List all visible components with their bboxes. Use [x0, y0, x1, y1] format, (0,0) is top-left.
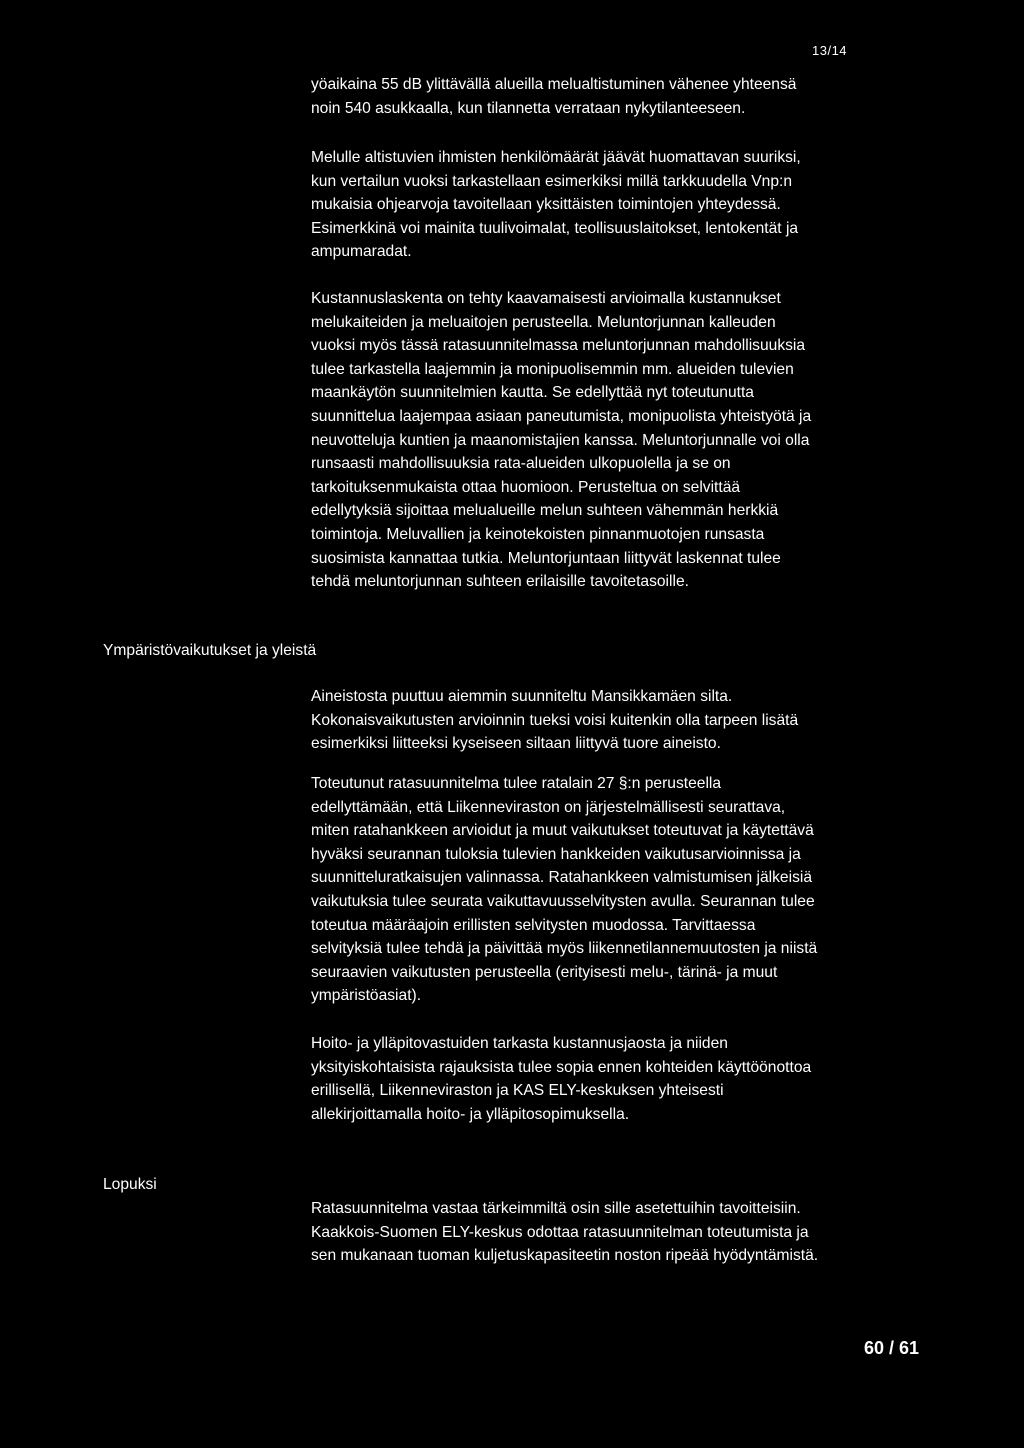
page-number-top: 13/14: [812, 43, 848, 58]
environment-paragraph-2: [311, 772, 891, 1008]
noise-paragraph-1-text: yöaikaina 55 dB ylittävällä alueilla melualtistuminen vähenee yhteensä noin 540 asukkaalla, kun tilannetta verrataan nykytilanteeseen.: [311, 76, 797, 117]
noise-paragraph-1: [311, 73, 891, 120]
section-heading-conclusion: Lopuksi: [103, 1176, 157, 1193]
noise-paragraph-2-text: Melulle altistuvien ihmisten henkilömäärät jäävät huomattavan suuriksi, kun vertailun vuoksi tarkastellaan esimerkiksi millä tarkkuudella Vnp:n mukaisia ohjearvoja tavoitellaan yksittäisten toimintojen yhteydessä. Esimerkkinä voi mainita tuulivoimalat, teollisuuslaitokset, lentokentät ja ampumaradat.: [311, 149, 801, 261]
environment-paragraph-3-text: Hoito- ja ylläpitovastuiden tarkasta kustannusjaosta ja niiden yksityiskohtaisista rajauksista tulee sopia ennen kohteiden käyttöönottoa erillisellä, Liikenneviraston ja KAS ELY-keskuksen yhteisesti allekirjoittamalla hoito- ja ylläpitosopimuksella.: [311, 1035, 812, 1123]
noise-paragraph-3: [311, 287, 891, 594]
noise-paragraph-2: [311, 146, 891, 264]
conclusion-paragraph-1-text: Ratasuunnitelma vastaa tärkeimmiltä osin sille asetettuihin tavoitteisiin. Kaakkois-Suomen ELY-keskus odottaa ratasuunnitelman toteutumista ja sen mukanaan tuoman kuljetuskapasiteetin noston ripeää hyödyntämistä.: [311, 1200, 819, 1265]
section-heading-environment: Ympäristövaikutukset ja yleistä: [103, 642, 317, 659]
environment-paragraph-1: [311, 685, 891, 756]
noise-paragraph-3-text: Kustannuslaskenta on tehty kaavamaisesti arvioimalla kustannukset melukaiteiden ja meluaitojen perusteella. Meluntorjunnan kalleuden vuoksi myös tässä ratasuunnitelmassa meluntorjunnan mahdollisuuksia tulee tarkastella laajemmin ja monipuolisemmin mm. alueiden tulevien maankäytön suunnitelmien kautta. Se edellyttää nyt toteutunutta suunnittelua laajempaa asiaan paneutumista, monipuolista yhteistyötä ja neuvotteluja kuntien ja maanomistajien kanssa. Meluntorjunnalle voi olla runsaasti mahdollisuuksia rata-alueiden ulkopuolella ja se on tarkoituksenmukaista ottaa huomioon. Perusteltua on selvittää edellytyksiä sijoittaa melualueille melun suhteen vähemmän herkkiä toimintoja. Meluvallien ja keinotekoisten pinnanmuotojen runsasta suosimista kannattaa tutkia. Meluntorjuntaan liittyvät laskennat tulee tehdä meluntorjunnan suhteen erilaisille tavoitetasoille.: [311, 290, 812, 591]
environment-paragraph-2-text: Toteutunut ratasuunnitelma tulee ratalain 27 §:n perusteella edellyttämään, että Liikenneviraston on järjestelmällisesti seurattava, miten ratahankkeen arvioidut ja muut vaikutukset toteutuvat ja käytettävä hyväksi seurannan tuloksia tulevien hankkeiden vaikutusarvioinnissa ja suunnitteluratkaisujen valinnassa. Ratahankkeen valmistumisen jälkeisiä vaikutuksia tulee seurata vaikuttavuusselvitysten avulla. Seurannan tulee toteutua määräajoin erillisten selvitysten muodossa. Tarvittaessa selvityksiä tulee tehdä ja päivittää myös liikennetilannemuutosten ja niistä seuraavien vaikutusten perusteella (erityisesti melu-, tärinä- ja muut ympäristöasiat).: [311, 775, 818, 1005]
page-number-footer: 60 / 61: [864, 1338, 920, 1358]
environment-paragraph-3: [311, 1032, 891, 1126]
conclusion-paragraph-1: [311, 1197, 891, 1268]
environment-paragraph-1-text: Aineistosta puuttuu aiemmin suunniteltu Mansikkamäen silta. Kokonaisvaikutusten arvioinnin tueksi voisi kuitenkin olla tarpeen lisätä esimerkiksi liitteeksi kyseiseen siltaan liittyvä tuore aineisto.: [311, 688, 799, 753]
